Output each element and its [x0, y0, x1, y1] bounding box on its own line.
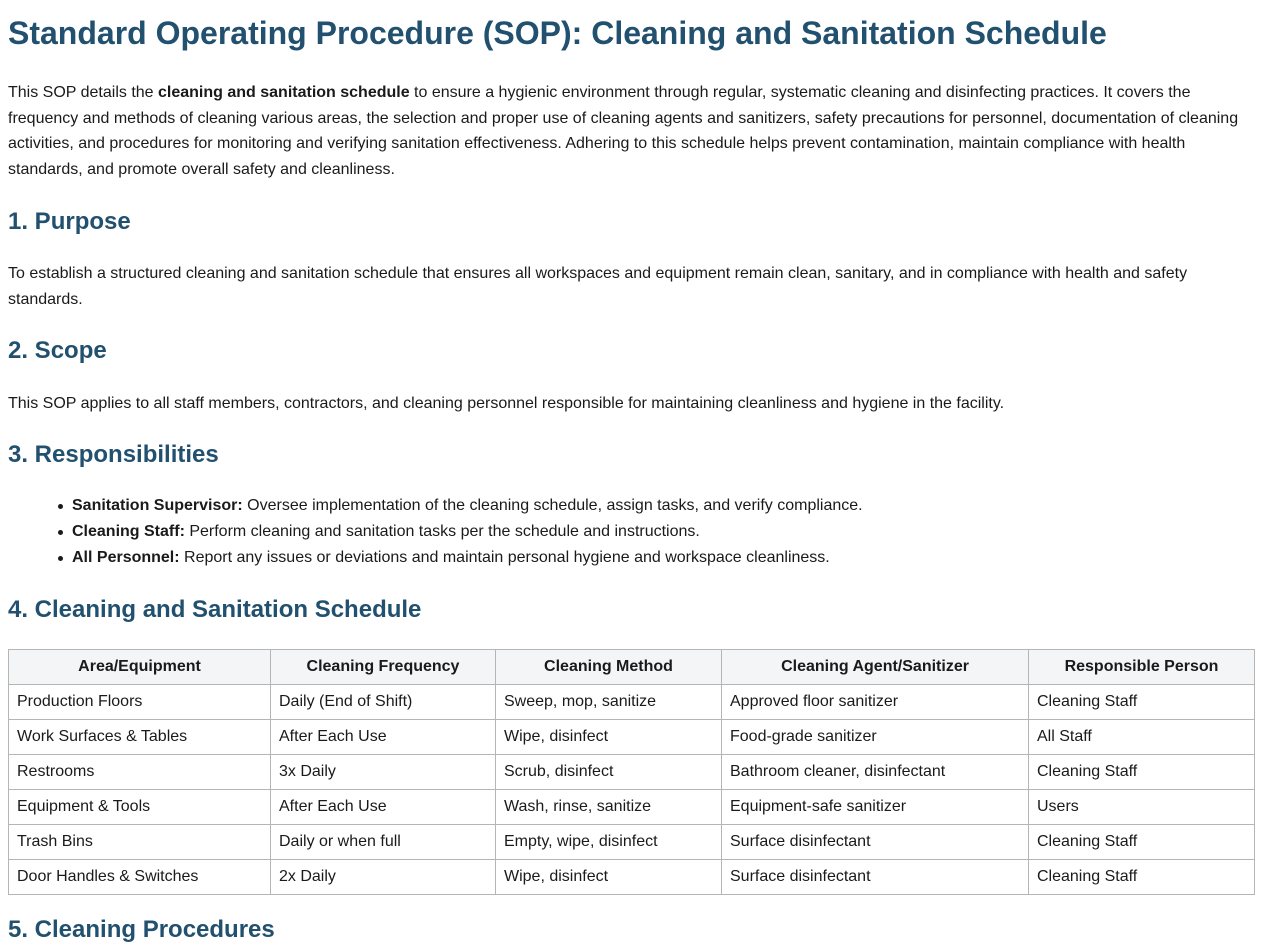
table-cell: Surface disinfectant — [722, 825, 1029, 860]
role-description: Oversee implementation of the cleaning schedule, assign tasks, and verify compliance. — [242, 497, 863, 514]
intro-bold-text: cleaning and sanitation schedule — [158, 84, 410, 101]
responsibilities-list — [8, 493, 1252, 571]
table-cell: Empty, wipe, disinfect — [496, 825, 722, 860]
bullet-icon — [58, 556, 63, 561]
bullet-icon — [58, 530, 63, 535]
table-cell: Cleaning Staff — [1029, 755, 1255, 790]
role-label: Cleaning Staff: — [72, 523, 185, 540]
column-header: Cleaning Agent/Sanitizer — [722, 650, 1029, 685]
schedule-heading: 4. Cleaning and Sanitation Schedule — [8, 596, 422, 623]
role-description: Perform cleaning and sanitation tasks per the schedule and instructions. — [184, 523, 700, 540]
purpose-heading: 1. Purpose — [8, 208, 131, 235]
table-cell: After Each Use — [271, 790, 496, 825]
procedures-heading: 5. Cleaning Procedures — [8, 916, 275, 943]
role-description: Report any issues or deviations and maintain personal hygiene and workspace cleanliness. — [179, 549, 830, 566]
table-cell: Approved floor sanitizer — [722, 685, 1029, 720]
table-cell: Scrub, disinfect — [496, 755, 722, 790]
list-item — [72, 519, 1252, 545]
scope-heading: 2. Scope — [8, 337, 107, 364]
table-row — [9, 720, 1255, 755]
table-cell: All Staff — [1029, 720, 1255, 755]
table-row — [9, 825, 1255, 860]
intro-text-after: to ensure a hygienic environment through regular, systematic cleaning and disinfecting practices. It covers the frequency and methods of cleaning various areas, the selection and proper use of cleaning agents and sanitizers, safety precautions for personnel, documentation of cleaning activities, and procedures for monitoring and verifying sanitation effectiveness. Adhering to this schedule helps prevent contamination, maintain compliance with health standards, and promote overall safety and cleanliness. — [8, 84, 1239, 178]
column-header: Responsible Person — [1029, 650, 1255, 685]
intro-paragraph — [8, 80, 1248, 182]
column-header: Area/Equipment — [9, 650, 271, 685]
scope-text: This SOP applies to all staff members, contractors, and cleaning personnel responsible for maintaining cleanliness and hygiene in the facility. — [8, 395, 1005, 412]
table-cell: Restrooms — [9, 755, 271, 790]
schedule-table — [8, 649, 1255, 895]
role-label: Sanitation Supervisor: — [72, 497, 243, 514]
table-cell: After Each Use — [271, 720, 496, 755]
page-title: Standard Operating Procedure (SOP): Cleaning and Sanitation Schedule — [8, 15, 1107, 51]
list-item — [72, 493, 1252, 519]
column-header: Cleaning Frequency — [271, 650, 496, 685]
purpose-text: To establish a structured cleaning and sanitation schedule that ensures all workspaces and equipment remain clean, sanitary, and in compliance with health and safety standards. — [8, 265, 1188, 308]
bullet-icon — [58, 504, 63, 509]
table-cell: Equipment & Tools — [9, 790, 271, 825]
table-cell: 2x Daily — [271, 860, 496, 895]
role-label: All Personnel: — [72, 549, 180, 566]
table-header-row — [9, 650, 1255, 685]
table-row — [9, 790, 1255, 825]
table-cell: Trash Bins — [9, 825, 271, 860]
intro-text-before: This SOP details the — [8, 84, 158, 101]
table-cell: Daily or when full — [271, 825, 496, 860]
table-cell: Food-grade sanitizer — [722, 720, 1029, 755]
table-cell: Daily (End of Shift) — [271, 685, 496, 720]
list-item — [72, 545, 1252, 571]
table-cell: Cleaning Staff — [1029, 685, 1255, 720]
table-cell: Cleaning Staff — [1029, 860, 1255, 895]
table-row — [9, 685, 1255, 720]
table-cell: Cleaning Staff — [1029, 825, 1255, 860]
table-cell: Wipe, disinfect — [496, 720, 722, 755]
table-row — [9, 755, 1255, 790]
table-cell: Work Surfaces & Tables — [9, 720, 271, 755]
table-cell: Equipment-safe sanitizer — [722, 790, 1029, 825]
table-cell: Door Handles & Switches — [9, 860, 271, 895]
table-cell: Wipe, disinfect — [496, 860, 722, 895]
table-cell: Sweep, mop, sanitize — [496, 685, 722, 720]
table-cell: Users — [1029, 790, 1255, 825]
table-cell: Bathroom cleaner, disinfectant — [722, 755, 1029, 790]
responsibilities-heading: 3. Responsibilities — [8, 441, 219, 468]
table-cell: 3x Daily — [271, 755, 496, 790]
table-cell: Wash, rinse, sanitize — [496, 790, 722, 825]
table-cell: Production Floors — [9, 685, 271, 720]
table-cell: Surface disinfectant — [722, 860, 1029, 895]
table-row — [9, 860, 1255, 895]
column-header: Cleaning Method — [496, 650, 722, 685]
